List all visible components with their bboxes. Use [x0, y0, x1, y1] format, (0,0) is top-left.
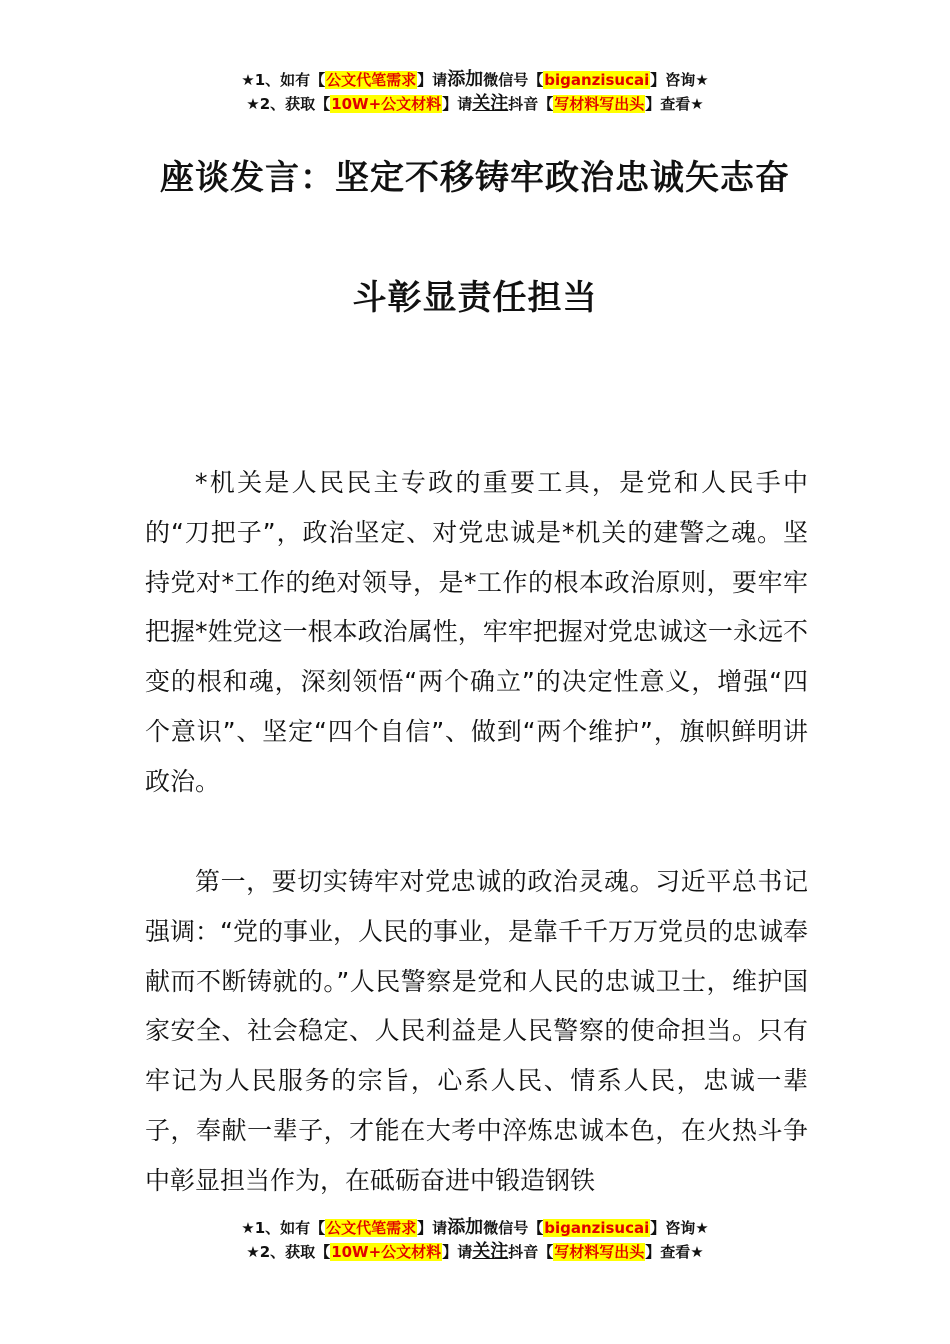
- banner-line-2: [0, 1240, 950, 1264]
- banner-emphasis: 关注: [472, 93, 509, 114]
- banner-text: ★2、获取【: [246, 1243, 331, 1261]
- highlight-wechat-id: biganzisucai: [544, 1219, 650, 1237]
- highlight-douyin: 写材料写出头: [554, 95, 645, 113]
- banner-text: ★2、获取【: [246, 95, 331, 113]
- highlight-douyin: 写材料写出头: [554, 1243, 645, 1261]
- banner-text: 】咨询★: [650, 71, 709, 89]
- banner-text: 微信号【: [483, 71, 544, 89]
- banner-text: 】查看★: [645, 95, 704, 113]
- body-paragraph: *机关是人民民主专政的重要工具，是党和人民手中的“刀把子”，政治坚定、对党忠诚是*机关的建警之魂。坚持党对*工作的绝对领导，是*工作的根本政治原则，要牢牢把握*姓党这一根本政治属性，牢牢把握对党忠诚这一永远不变的根和魂，深刻领悟“两个确立”的决定性意义，增强“四个意识”、坚定“四个自信”、做到“两个维护”，旗帜鲜明讲政治。: [145, 468, 808, 796]
- banner-text: 】请: [442, 95, 473, 113]
- highlight-materials: 10W+公文材料: [331, 95, 442, 113]
- footer-banner: [0, 1216, 950, 1264]
- banner-text: 】请: [417, 1219, 448, 1237]
- highlight-wechat-id: biganzisucai: [544, 71, 650, 89]
- banner-line-1: [0, 1216, 950, 1240]
- banner-text: 】请: [417, 71, 448, 89]
- banner-text: 】咨询★: [650, 1219, 709, 1237]
- header-banner: [0, 68, 950, 116]
- banner-emphasis: 添加: [447, 1217, 484, 1238]
- banner-text: 微信号【: [483, 1219, 544, 1237]
- banner-line-2: [0, 92, 950, 116]
- banner-line-1: [0, 68, 950, 92]
- banner-text: 抖音【: [508, 1243, 554, 1261]
- banner-text: ★1、如有【: [241, 1219, 326, 1237]
- banner-emphasis: 添加: [447, 69, 484, 90]
- banner-text: ★1、如有【: [241, 71, 326, 89]
- document-title-line-1: 座谈发言：坚定不移铸牢政治忠诚矢志奋: [160, 158, 790, 198]
- body-paragraph: 第一，要切实铸牢对党忠诚的政治灵魂。习近平总书记强调：“党的事业，人民的事业，是靠千千万万党员的忠诚奉献而不断铸就的。”人民警察是党和人民的忠诚卫士，维护国家安全、社会稳定、人民利益是人民警察的使命担当。只有牢记为人民服务的宗旨，心系人民、情系人民，忠诚一辈子，奉献一辈子，才能在大考中淬炼忠诚本色，在火热斗争中彰显担当作为，在砥砺奋进中锻造钢铁: [145, 867, 808, 1195]
- document-title-line-2: 斗彰显责任担当: [352, 278, 598, 318]
- highlight-materials: 10W+公文材料: [331, 1243, 442, 1261]
- highlight-service: 公文代笔需求: [326, 71, 417, 89]
- banner-text: 抖音【: [508, 95, 554, 113]
- highlight-service: 公文代笔需求: [326, 1219, 417, 1237]
- banner-emphasis: 关注: [472, 1241, 509, 1262]
- banner-text: 】查看★: [645, 1243, 704, 1261]
- banner-text: 】请: [442, 1243, 473, 1261]
